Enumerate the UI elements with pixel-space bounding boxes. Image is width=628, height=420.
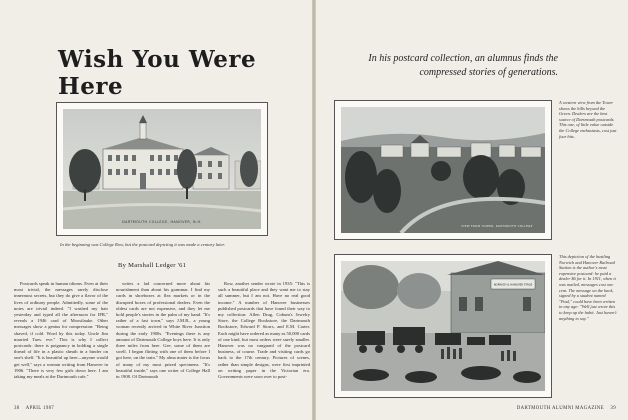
article-title: Wish You Were Here <box>58 46 257 100</box>
college-row-illustration <box>63 109 261 229</box>
figure-2-caption: A western view from the Tower shows the hills beyond the Green. Dealers are the best source of Dartmouth postcards. This one, of little value outside the College enthusiasts, cost just four bits. <box>559 100 617 139</box>
body-column-2-text: writes a lad concerned more about his nourishment than about his grammar. I find my cards in shoeboxes at flea markets or in the disrupted boxes of professional dealers. Even the oldest cards are not expensive, and they let me hold people's stories in the palm of my hand. "It's rather of a fast town," says J.M.R., a young woman recently arrived in White River Junction during the early 1900s. "Evenings there is any amount of Dartmouth College boys here. It is only three miles from here. Gee, some of them are swell. I began flirting with one of them before I got here, on the train." My alma mater is the focus of many of my most prized specimens. "It's beautiful inside," says one writer of College Hall in 1908. Of Dartmouth <box>116 281 210 380</box>
tower-view-postcard-frame <box>334 100 552 240</box>
right-folio <box>517 406 616 411</box>
article-dek: In his postcard collection, an alumnus finds the compressed stories of generations. <box>368 53 558 78</box>
body-column-2 <box>116 281 210 380</box>
tower-view-postcard-image <box>341 107 545 233</box>
page-number-left: 38 <box>14 406 20 411</box>
page-number-right: 39 <box>610 406 616 411</box>
railroad-station-illustration <box>341 261 545 391</box>
body-column-1-text: Postcards speak in human idioms. Even at their most trivial, the messages rarely disclose innermost secrets, but they do give a flavor of the lives of ordinary people. Admittedly, some of the notes are trivial indeed. "I washed my hair yesterday and typed all the afternoon for IFR," reveals a 1946 card of Moosilauke. Other messages show a genius for compression: "Being shaved, if cold. Word by this today. Uncle Jim married Tues. eve." This is why I collect postcards: there is poignancy in holding a single thread of life in a plastic sheath in a binder on one's shelf. "It is beautiful up here—anyone would get well," says a woman writing from Hanover in 1906. "There is very few girls down here. I am taking my meals at the Dartmouth cafe," <box>14 281 108 380</box>
railroad-station-postcard-frame <box>334 254 552 398</box>
left-page <box>0 0 312 420</box>
left-folio <box>14 406 54 411</box>
postcard-printed-label: DARTMOUTH COLLEGE, HANOVER, N.H. <box>122 220 202 224</box>
body-column-3 <box>218 281 310 380</box>
magazine-name: DARTMOUTH ALUMNI MAGAZINE <box>516 406 604 411</box>
station-sign: NORWICH & HANOVER STAGE <box>493 283 533 287</box>
figure-3-caption: This depiction of the bustling Norwich and Hanover Railroad Station is the author's most expensive postcard: he paid a dealer $6 for it. In 1911, when it was mailed, messages cost one cent. The message on the back, signed by a student named "Paul," could have been written in any age: "Well just wrote this to keep up the habit. Just haven't anything to say." <box>559 254 617 321</box>
byline: By Marshall Ledger '61 <box>118 262 187 269</box>
masthead-ghost-lettering <box>316 2 628 27</box>
railroad-station-postcard-image <box>341 261 545 391</box>
postcard-printed-label: VIEW FROM TOWER, DARTMOUTH COLLEGE <box>461 224 533 228</box>
college-row-postcard-image <box>63 109 261 229</box>
figure-1-caption: In the beginning was College Row, but the postcard depicting it was made a century later. <box>60 242 225 247</box>
masthead-ghost-lettering <box>0 2 312 27</box>
college-row-postcard-frame <box>56 102 268 236</box>
right-page <box>316 0 628 420</box>
tower-view-illustration <box>341 107 545 233</box>
body-column-3-text: Row, another sender wrote in 1935: "This is such a beautiful place and they want me to stay all summer, but I am not. Have no real good income." A number of Hanover businesses published postcards that have found their way to my collection: Allen Drug, Cobum's Jewelry Store, the College Bookstore, the Dartmouth Bookstore, Edward P. Storrs, and E.M. Carter. Each might have ordered as many as 50,000 cards of one kind, but most orders were surely smaller. Hanover was no vanguard of the postcard business, of course. Trade and visiting cards go back to the 17th century. Pictures of scenes, rather than simple designs, were first imprinted on writing paper in the Victorian era. Governments were soon over to post- <box>218 281 310 380</box>
body-column-1 <box>14 281 108 380</box>
issue-date: APRIL 1987 <box>25 406 55 411</box>
